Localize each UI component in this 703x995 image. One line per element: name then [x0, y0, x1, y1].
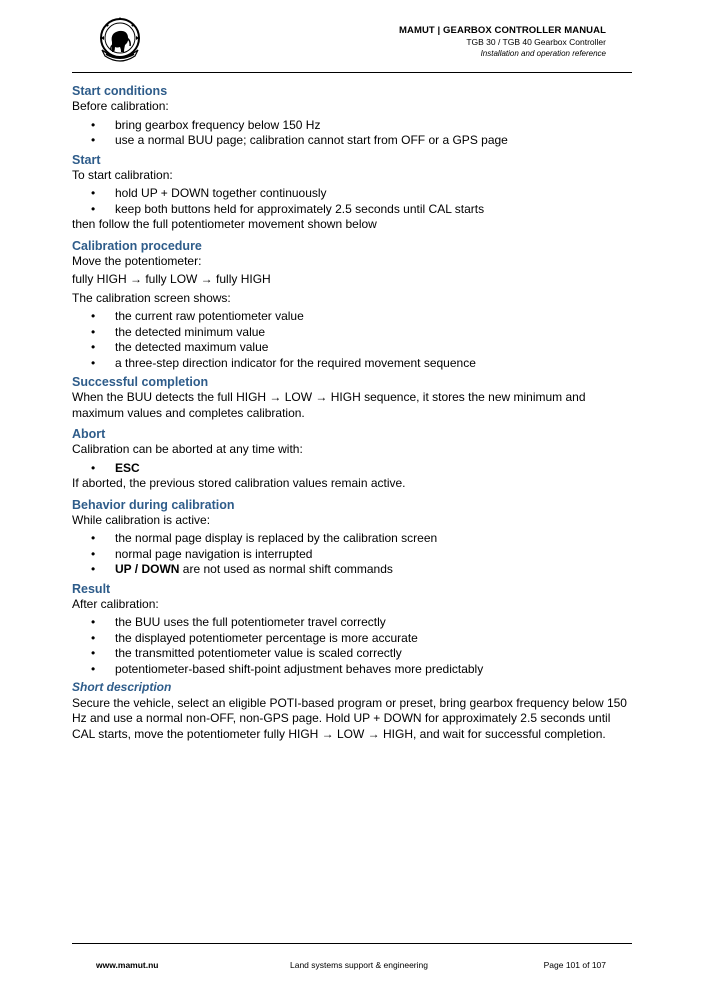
result-intro: After calibration:	[72, 596, 159, 611]
list-item: • the normal page display is replaced by the calibration screen	[72, 531, 632, 547]
list-item: • the transmitted potentiometer value is scaled correctly	[72, 646, 632, 662]
list-item: • normal page navigation is interrupted	[72, 547, 632, 563]
footer-page-number: Page 101 of 107	[543, 960, 606, 970]
up-down-label: UP / DOWN	[115, 562, 180, 576]
behavior-intro: While calibration is active:	[72, 512, 211, 527]
short-description-text: Secure the vehicle, select an eligible POTI-based program or preset, bring gearbox frequency below 150 Hz and use a normal non-OFF, non-GPS page. Hold UP + DOWN for approximately 2.5 seconds until CAL starts, move the potentiometer fully HIGH → LOW → HIGH, and wait for successful completion.	[72, 695, 627, 741]
procedure-sequence: fully HIGH → fully LOW → fully HIGH	[72, 272, 271, 286]
heading-abort: Abort	[72, 427, 106, 441]
header-subtitle-2: Installation and operation reference	[480, 49, 606, 58]
list-item: • keep both buttons held for approximately 2.5 seconds until CAL starts	[72, 202, 632, 218]
list-item: • hold UP + DOWN together continuously	[72, 186, 632, 202]
list-item	[72, 562, 632, 578]
success-text: When the BUU detects the full HIGH → LOW → HIGH sequence, it stores the new minimum and maximum values and completes calibration.	[72, 390, 586, 420]
list-item: • the displayed potentiometer percentage is more accurate	[72, 631, 632, 647]
mamut-logo	[94, 16, 146, 64]
procedure-intro: Move the potentiometer:	[72, 253, 202, 268]
footer-tagline: Land systems support & engineering	[290, 960, 428, 970]
start-conditions-intro: Before calibration:	[72, 99, 169, 113]
start-list	[72, 186, 632, 217]
start-after: then follow the full potentiometer movement shown below	[72, 217, 377, 231]
heading-result: Result	[72, 581, 111, 596]
list-item: • the detected minimum value	[72, 325, 632, 341]
footer-divider	[72, 943, 632, 944]
list-item: • use a normal BUU page; calibration cannot start from OFF or a GPS page	[72, 133, 632, 149]
start-conditions-list	[72, 118, 632, 149]
result-list	[72, 615, 632, 677]
header-subtitle: TGB 30 / TGB 40 Gearbox Controller	[466, 37, 606, 47]
list-item-text: are not used as normal shift commands	[179, 562, 393, 576]
heading-calibration-procedure: Calibration procedure	[72, 238, 202, 253]
header-title: MAMUT | GEARBOX CONTROLLER MANUAL	[398, 25, 606, 36]
start-intro: To start calibration:	[72, 167, 173, 182]
heading-short-description: Short description	[72, 680, 172, 694]
page-content	[72, 83, 632, 742]
header-divider	[72, 72, 632, 73]
heading-start: Start	[72, 152, 101, 167]
heading-start-conditions: Start conditions	[72, 84, 168, 98]
heading-successful-completion: Successful completion	[72, 375, 209, 389]
page-header	[399, 25, 606, 59]
list-item: • the BUU uses the full potentiometer travel correctly	[72, 615, 632, 631]
list-item: • potentiometer-based shift-point adjustment behaves more predictably	[72, 662, 632, 678]
footer-website: www.mamut.nu	[96, 960, 159, 970]
procedure-list	[72, 309, 632, 371]
abort-after: If aborted, the previous stored calibration values remain active.	[72, 476, 406, 490]
procedure-screen-intro: The calibration screen shows:	[72, 290, 231, 305]
list-item: • the current raw potentiometer value	[72, 309, 632, 325]
list-item: • a three-step direction indicator for the required movement sequence	[72, 356, 632, 372]
list-item	[72, 461, 632, 477]
abort-intro: Calibration can be aborted at any time with:	[72, 442, 303, 456]
behavior-list	[72, 531, 632, 578]
abort-list	[72, 461, 632, 477]
list-item: • the detected maximum value	[72, 340, 632, 356]
esc-key-label: ESC	[115, 460, 140, 475]
heading-behavior: Behavior during calibration	[72, 497, 235, 512]
list-item: • bring gearbox frequency below 150 Hz	[72, 118, 632, 134]
